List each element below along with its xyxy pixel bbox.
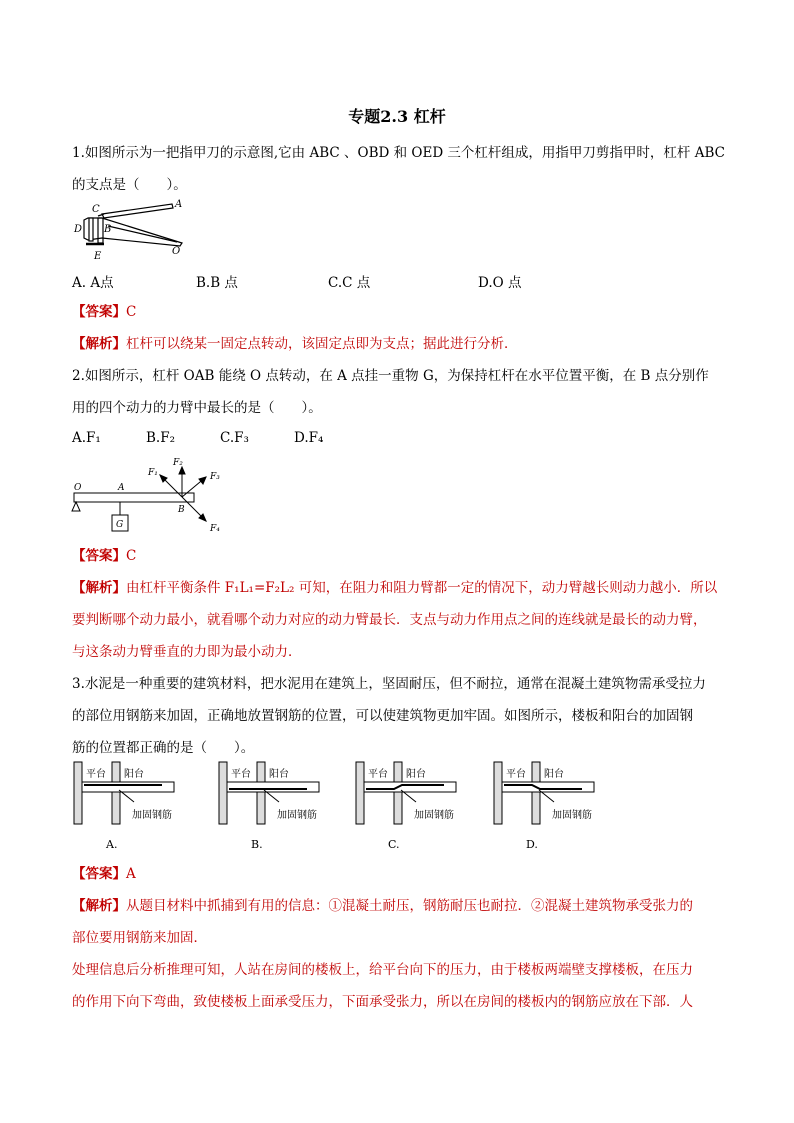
- q2-analysis-line1: [72, 578, 717, 598]
- answer-value: C: [126, 548, 137, 564]
- label-o: O: [74, 483, 82, 493]
- analysis-text: 由杠杆平衡条件 F₁L₁=F₂L₂ 可知，在阻力和阻力臂都一定的情况下，动力臂越长则动力越小．所以: [126, 580, 718, 596]
- q3-analysis-line1: [72, 896, 693, 916]
- rebar-label: 加固钢筋: [552, 810, 592, 821]
- analysis-tag: 【解析】: [72, 580, 126, 596]
- label-a: A: [175, 199, 183, 210]
- label-d: D: [74, 224, 83, 235]
- answer-value: A: [126, 866, 136, 882]
- right-label: 阳台: [124, 769, 144, 780]
- balcony-figure-d: [492, 762, 602, 854]
- label-a: A: [118, 483, 125, 493]
- label-b: B: [178, 505, 185, 515]
- q3-analysis-line2: 部位要用钢筋来加固．: [72, 930, 207, 946]
- q2-analysis-line3: 与这条动力臂垂直的力即为最小动力．: [72, 644, 302, 660]
- q1-option-a: A. A点: [72, 275, 114, 291]
- q3-analysis-line3: 处理信息后分析推理可知，人站在房间的楼板上，给平台向下的压力，由于楼板两端壁支撑楼板，在压力: [72, 962, 693, 978]
- analysis-text: 杠杆可以绕某一固定点转动，该固定点即为支点；据此进行分析．: [126, 336, 518, 352]
- q2-stem-line2: 用的四个动力的力臂中最长的是（ ）。: [72, 400, 322, 416]
- q2-analysis-line2: 要判断哪个动力最小，就看哪个动力对应的动力臂最长．支点与动力作用点之间的连线就是最长的动力臂，: [72, 612, 707, 628]
- left-label: 平台: [368, 769, 388, 780]
- analysis-tag: 【解析】: [72, 898, 126, 914]
- right-label: 阳台: [269, 769, 289, 780]
- q2-option-d: D.F₄: [294, 430, 324, 446]
- page-title: 专题2.3 杠杆: [348, 107, 446, 126]
- rebar-label: 加固钢筋: [132, 810, 172, 821]
- q2-option-c: C.F₃: [220, 430, 249, 446]
- q2-stem-line1: 2.如图所示，杠杆 OAB 能绕 O 点转动，在 A 点挂一重物 G，为保持杠杆在水平位置平衡，在 B 点分别作: [72, 368, 709, 384]
- balcony-figure-c: [354, 762, 464, 854]
- label-f2: F₂: [173, 458, 183, 468]
- label-f4: F₄: [210, 524, 220, 534]
- rebar-label: 加固钢筋: [414, 810, 454, 821]
- lever-figure: [72, 455, 242, 540]
- label-e: E: [94, 251, 102, 262]
- label-g: G: [116, 520, 124, 530]
- q3-stem-line2: 的部位用钢筋来加固，正确地放置钢筋的位置，可以使建筑物更加牢固。如图所示，楼板和阳台的加固钢: [72, 708, 693, 724]
- right-label: 阳台: [406, 769, 426, 780]
- q1-option-b: B.B 点: [196, 275, 238, 291]
- q1-option-c: C.C 点: [328, 275, 371, 291]
- answer-tag: 【答案】: [72, 304, 126, 320]
- label-f3: F₃: [210, 472, 220, 482]
- answer-value: C: [126, 304, 137, 320]
- q2-option-b: B.F₂: [146, 430, 175, 446]
- q2-answer: [72, 546, 136, 566]
- option-label: C.: [388, 838, 400, 851]
- left-label: 平台: [86, 769, 106, 780]
- q1-stem-line1: 1.如图所示为一把指甲刀的示意图,它由 ABC 、OBD 和 OED 三个杠杆组成，用指甲刀剪指甲时，杠杆 ABC: [72, 145, 725, 161]
- q3-stem-line1: 3.水泥是一种重要的建筑材料，把水泥用在建筑上，坚固耐压，但不耐拉，通常在混凝土建筑物需承受拉力: [72, 676, 706, 692]
- rebar-label: 加固钢筋: [277, 810, 317, 821]
- left-label: 平台: [231, 769, 251, 780]
- q3-stem-line3: 筋的位置都正确的是（ ）。: [72, 740, 255, 756]
- answer-tag: 【答案】: [72, 866, 126, 882]
- analysis-text: 从题目材料中抓捕到有用的信息：①混凝土耐压，钢筋耐压也耐拉．②混凝土建筑物承受张力的: [126, 898, 693, 914]
- label-f1: F₁: [148, 468, 158, 478]
- q3-answer: [72, 864, 136, 884]
- q1-analysis: [72, 334, 518, 354]
- answer-tag: 【答案】: [72, 548, 126, 564]
- q1-answer: [72, 302, 136, 322]
- left-label: 平台: [506, 769, 526, 780]
- label-c: C: [92, 204, 100, 215]
- nail-clipper-figure: [72, 198, 192, 262]
- option-label: B.: [251, 838, 263, 851]
- q1-stem-line2: 的支点是（ ）。: [72, 177, 187, 193]
- right-label: 阳台: [544, 769, 564, 780]
- balcony-figure-a: [72, 762, 182, 854]
- analysis-tag: 【解析】: [72, 336, 126, 352]
- q2-option-a: A.F₁: [72, 430, 101, 446]
- option-label: D.: [526, 838, 538, 851]
- label-o: O: [172, 246, 181, 257]
- label-b: B: [104, 224, 112, 235]
- q3-analysis-line4: 的作用下向下弯曲，致使楼板上面承受压力，下面承受张力，所以在房间的楼板内的钢筋应放在下部．人: [72, 994, 693, 1010]
- balcony-figure-b: [217, 762, 327, 854]
- q1-option-d: D.O 点: [478, 275, 522, 291]
- option-label: A.: [106, 838, 118, 851]
